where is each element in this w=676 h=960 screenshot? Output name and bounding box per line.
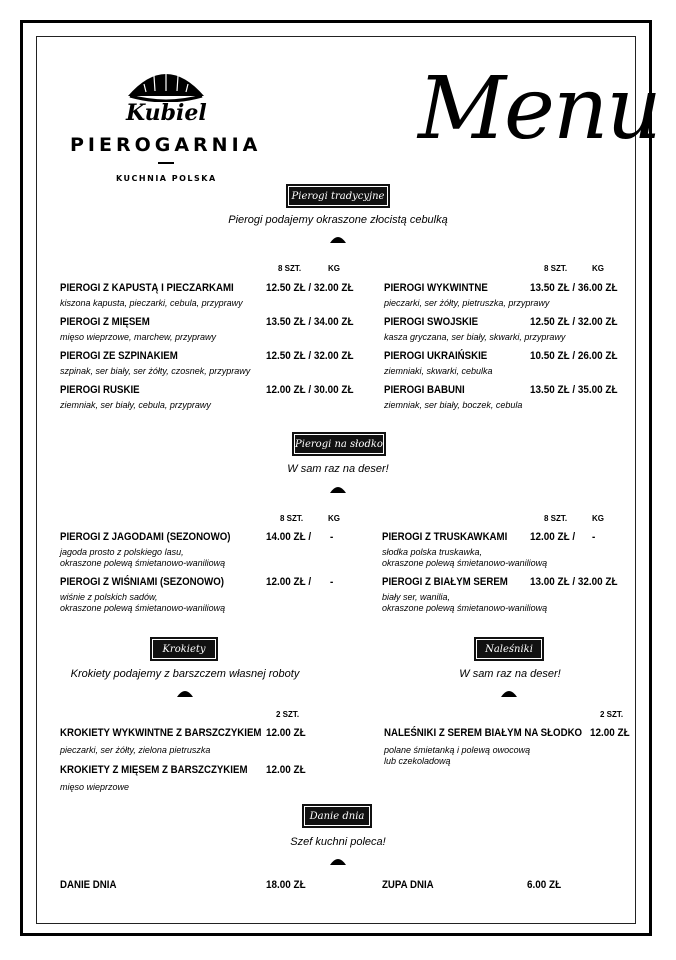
item-price: 12.00 ZŁ: [590, 727, 630, 739]
dumpling-icon: [329, 856, 347, 866]
item-name: PIEROGI Z MIĘSEM: [60, 316, 150, 328]
item-price: 12.00 ZŁ / 30.00 ZŁ: [266, 384, 354, 396]
item-desc: ziemniaki, skwarki, cebulka: [384, 366, 493, 376]
item-desc: kiszona kapusta, pieczarki, cebula, przyprawy: [60, 298, 243, 308]
item-price: 13.50 ZŁ / 34.00 ZŁ: [266, 316, 354, 328]
item-desc: polane śmietanką i polewą owocową: [384, 745, 531, 755]
item-price: 18.00 ZŁ: [266, 879, 306, 891]
item-name: PIEROGI ZE SZPINAKIEM: [60, 350, 178, 362]
header-8szt-left: 8 SZT.: [280, 514, 304, 523]
item-desc: okraszone polewą śmietanowo-waniliową: [382, 603, 548, 613]
item-desc: wiśnie z polskich sadów,: [60, 592, 158, 602]
item-desc: jagoda prosto z polskiego lasu,: [60, 547, 184, 557]
item-desc: ziemniak, ser biały, cebula, przyprawy: [60, 400, 211, 410]
item-desc: szpinak, ser biały, ser żółty, czosnek, przyprawy: [60, 366, 251, 376]
item-desc: mięso wieprzowe, marchew, przyprawy: [60, 332, 217, 342]
item-desc: kasza gryczana, ser biały, skwarki, przyprawy: [384, 332, 566, 342]
item-name: PIEROGI WYKWINTNE: [384, 282, 488, 294]
item-price: 12.00 ZŁ: [266, 727, 306, 739]
dumpling-icon: [176, 688, 194, 698]
intro-trad: Pierogi podajemy okraszone złocistą cebulką: [228, 214, 448, 226]
item-name: PIEROGI Z WIŚNIAMI (SEZONOWO): [60, 576, 225, 588]
item-price: 12.00 ZŁ /: [266, 576, 312, 588]
header-kg-right: KG: [592, 264, 604, 273]
item-desc: pieczarki, ser żółty, pietruszka, przyprawy: [384, 298, 550, 308]
menu-title: Menu: [418, 59, 660, 159]
item-name: PIEROGI RUSKIE: [60, 384, 140, 396]
item-desc: mięso wieprzowe: [60, 782, 130, 792]
item-desc: biały ser, wanilia,: [382, 592, 451, 602]
item-desc: okraszone polewą śmietanowo-waniliową: [60, 558, 226, 568]
item-name: PIEROGI Z JAGODAMI (SEZONOWO): [60, 531, 231, 543]
badge-danie-dnia: Danie dnia: [302, 804, 372, 828]
item-desc: okraszone polewą śmietanowo-waniliową: [60, 603, 226, 613]
badge-krokiety: Krokiety: [150, 637, 218, 661]
item-price: 10.50 ZŁ / 26.00 ZŁ: [530, 350, 618, 362]
badge-pierogi-tradycyjne: Pierogi tradycyjne: [286, 184, 390, 208]
item-name: ZUPA DNIA: [382, 879, 434, 891]
header-8szt-right: 8 SZT.: [544, 264, 568, 273]
item-name: DANIE DNIA: [60, 879, 117, 891]
badge-nalesniki: Naleśniki: [474, 637, 544, 661]
header-2szt-right: 2 SZT.: [600, 710, 624, 719]
dumpling-icon: [329, 484, 347, 494]
header-kg-right: KG: [592, 514, 604, 523]
item-name: PIEROGI Z TRUSKAWKAMI: [382, 531, 508, 543]
item-price: 12.00 ZŁ /: [530, 531, 576, 543]
header-2szt-left: 2 SZT.: [276, 710, 300, 719]
logo-subtitle: KUCHNIA POLSKA: [116, 174, 217, 183]
logo-dumpling-icon: [124, 62, 208, 102]
badge-pierogi-na-slodko: Pierogi na słodko: [292, 432, 386, 456]
item-name: PIEROGI Z KAPUSTĄ I PIECZARKAMI: [60, 282, 234, 294]
intro-danie-dnia: Szef kuchni poleca!: [290, 836, 386, 848]
item-price: 14.00 ZŁ /: [266, 531, 312, 543]
item-price: 13.50 ZŁ / 36.00 ZŁ: [530, 282, 618, 294]
header-8szt-left: 8 SZT.: [278, 264, 302, 273]
item-price: 12.50 ZŁ / 32.00 ZŁ: [266, 282, 354, 294]
item-price: 12.50 ZŁ / 32.00 ZŁ: [266, 350, 354, 362]
item-desc: słodka polska truskawka,: [382, 547, 483, 557]
item-desc: lub czekoladową: [384, 756, 451, 766]
item-name: PIEROGI UKRAIŃSKIE: [384, 350, 488, 362]
item-name: KROKIETY Z MIĘSEM Z BARSZCZYKIEM: [60, 764, 248, 776]
item-name: NALEŚNIKI Z SEREM BIAŁYM NA SŁODKO: [384, 727, 583, 739]
item-kg-dash: -: [330, 576, 334, 588]
logo-script: Kubiel: [126, 100, 207, 126]
item-price: 13.00 ZŁ / 32.00 ZŁ: [530, 576, 618, 588]
item-kg-dash: -: [592, 531, 596, 543]
item-price: 12.00 ZŁ: [266, 764, 306, 776]
item-price: 12.50 ZŁ / 32.00 ZŁ: [530, 316, 618, 328]
item-name: KROKIETY WYKWINTNE Z BARSZCZYKIEM: [60, 727, 262, 739]
item-desc: pieczarki, ser żółty, zielona pietruszka: [60, 745, 211, 755]
item-kg-dash: -: [330, 531, 334, 543]
item-name: PIEROGI SWOJSKIE: [384, 316, 479, 328]
logo-divider: [158, 162, 174, 164]
intro-krokiety: Krokiety podajemy z barszczem własnej roboty: [70, 668, 300, 680]
item-price: 13.50 ZŁ / 35.00 ZŁ: [530, 384, 618, 396]
header-8szt-right: 8 SZT.: [544, 514, 568, 523]
item-price: 6.00 ZŁ: [527, 879, 562, 891]
header-kg-left: KG: [328, 264, 340, 273]
item-name: PIEROGI BABUNI: [384, 384, 465, 396]
header-kg-left: KG: [328, 514, 340, 523]
item-desc: okraszone polewą śmietanowo-waniliową: [382, 558, 548, 568]
intro-sweet: W sam raz na deser!: [287, 463, 389, 475]
dumpling-icon: [329, 234, 347, 244]
item-name: PIEROGI Z BIAŁYM SEREM: [382, 576, 508, 588]
item-desc: ziemniak, ser biały, boczek, cebula: [384, 400, 523, 410]
intro-nalesniki: W sam raz na deser!: [459, 668, 561, 680]
logo-name: PIEROGARNIA: [70, 134, 262, 156]
dumpling-icon: [500, 688, 518, 698]
